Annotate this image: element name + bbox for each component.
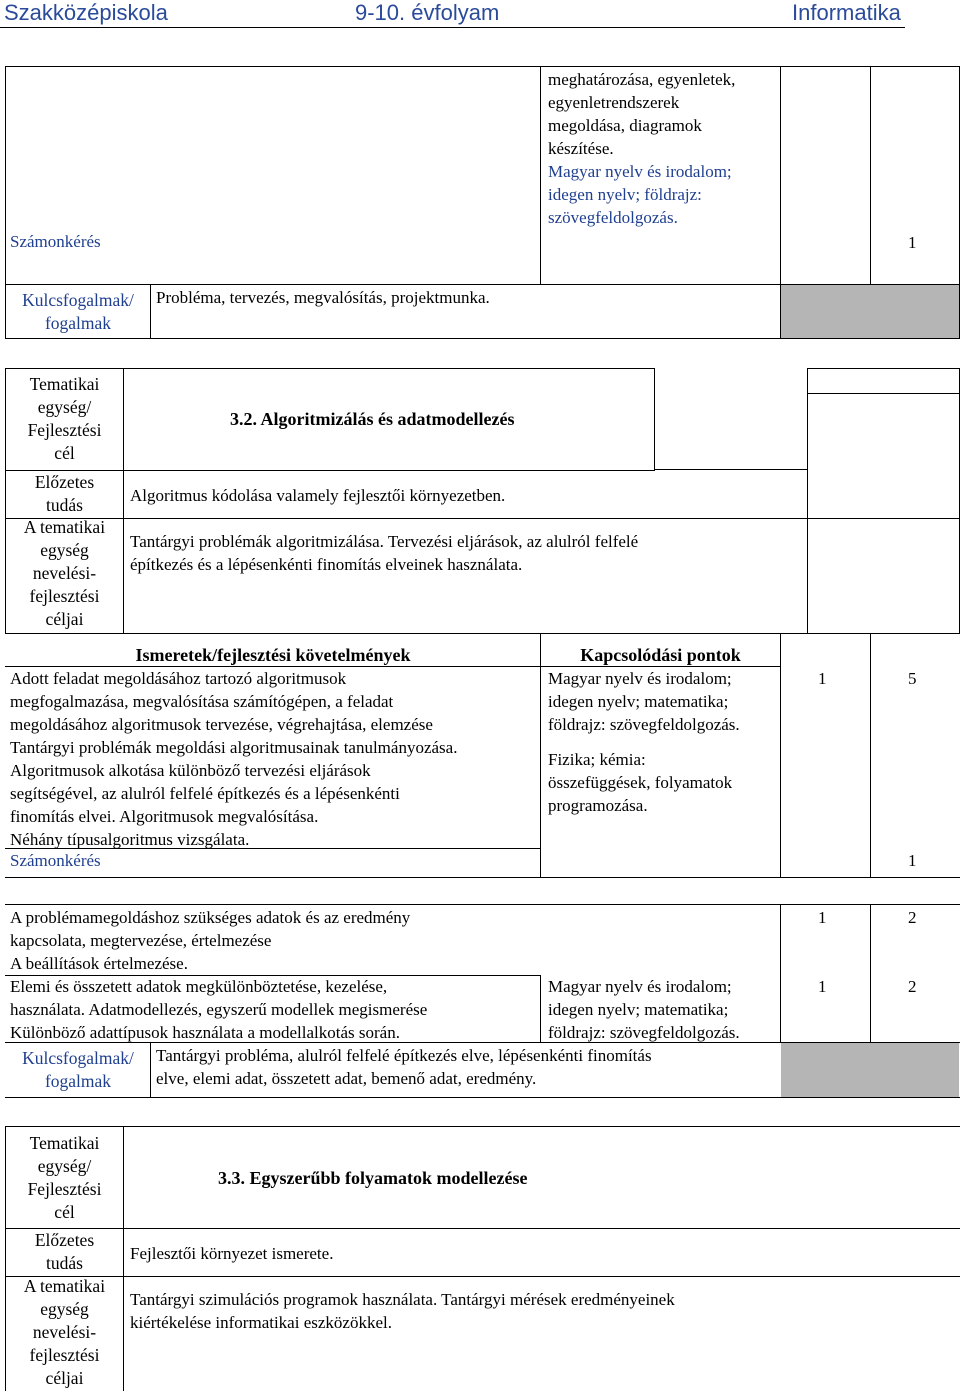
hours-1a: 1 (818, 669, 827, 688)
block2-goals: Tantárgyi problémák algoritmizálása. Tervezési eljárások, az alulról felfelé építkezés és a lépésenkénti finomítás elveinek használata. (130, 532, 639, 574)
block1-assessment-label: Számonkérés (10, 232, 101, 251)
block3-title: 3.3. Egyszerűbb folyamatok modellezése (218, 1168, 528, 1188)
block2-assessment-label: Számonkérés (10, 851, 101, 870)
block2-label-goals: A tematikai egység nevelési- fejlesztési céljai (23, 517, 106, 629)
header-rule (0, 27, 905, 28)
links-col-head: Kapcsolódási pontok (580, 645, 741, 665)
block1-links: meghatározása, egyenletek, egyenletrendszerek megoldása, diagramok készítése. Magyar nyelv és irodalom; idegen nyelv; földrajz: szövegfeldolgozás. (548, 70, 736, 227)
block2-title: 3.2. Algoritmizálás és adatmodellezés (230, 409, 515, 429)
hours-2b: 2 (908, 908, 917, 927)
block1-key-text: Probléma, tervezés, megvalósítás, projektmunka. (156, 288, 490, 307)
block3-label-thematic: Tematikai egység/ Fejlesztési cél (27, 1133, 102, 1222)
block3-goals: Tantárgyi szimulációs programok használata. Tantárgyi mérések eredményeinek kiértékelése informatikai eszközökkel. (130, 1290, 675, 1332)
block2-label-thematic: Tematikai egység/ Fejlesztési cél (27, 374, 102, 463)
block1-assessment-value: 1 (908, 233, 917, 252)
block2-label-prior: Előzetes tudás (34, 472, 95, 515)
header-right: Informatika (792, 0, 901, 25)
hours-3a: 1 (818, 977, 827, 996)
block3-prior-text: Fejlesztői környezet ismerete. (130, 1244, 334, 1263)
block3-label-prior: Előzetes tudás (34, 1230, 95, 1273)
block2-key-label: Kulcsfogalmak/ fogalmak (22, 1048, 134, 1091)
hours-1b: 5 (908, 669, 917, 688)
header-center: 9-10. évfolyam (355, 0, 500, 25)
links-text: Magyar nyelv és irodalom; idegen nyelv; matematika; földrajz: szövegfeldolgozás. Fizika; kémia: összefüggések, folyamatok programozása. (548, 669, 740, 815)
block3-label-goals: A tematikai egység nevelési- fejlesztési céljai (23, 1276, 106, 1388)
block2-assessment-value: 1 (908, 851, 917, 870)
req-text: Adott feladat megoldásához tartozó algoritmusok megfogalmazása, megvalósítása számítógépen, a feladat megoldásához algoritmusok tervezése, végrehajtása, elemzése Tantárgyi problémák megoldási algoritmusainak tanulmányozása. Algoritmusok alkotása különböző tervezési eljárások segítségével, az alulról felfelé építkezés és a lépésenkénti finomítás elvei. Algoritmusok megvalósítása. Néhány típusalgoritmus vizsgálata. (10, 669, 458, 849)
links2-text: Magyar nyelv és irodalom; idegen nyelv; matematika; földrajz: szövegfeldolgozás. (548, 977, 740, 1042)
req-col-head: Ismeretek/fejlesztési követelmények (135, 645, 411, 665)
req2-text: A problémamegoldáshoz szükséges adatok és az eredmény kapcsolata, megtervezése, értelmezése A beállítások értelmezése. (10, 908, 411, 973)
req3-text: Elemi és összetett adatok megkülönböztetése, kezelése, használata. Adatmodellezés, egyszerű modellek megismerése Különböző adattípusok használata a modellalkotás során. (10, 977, 428, 1042)
block1-key-label: Kulcsfogalmak/ fogalmak (22, 290, 134, 333)
hours-2a: 1 (818, 908, 827, 927)
block2-key-text: Tantárgyi probléma, alulról felfelé építkezés elve, lépésenkénti finomítás elve, elemi adat, összetett adat, bemenő adat, eredmény. (156, 1046, 652, 1088)
block2-prior-text: Algoritmus kódolása valamely fejlesztői környezetben. (130, 486, 506, 505)
header-left: Szakközépiskola (4, 0, 168, 25)
hours-3b: 2 (908, 977, 917, 996)
